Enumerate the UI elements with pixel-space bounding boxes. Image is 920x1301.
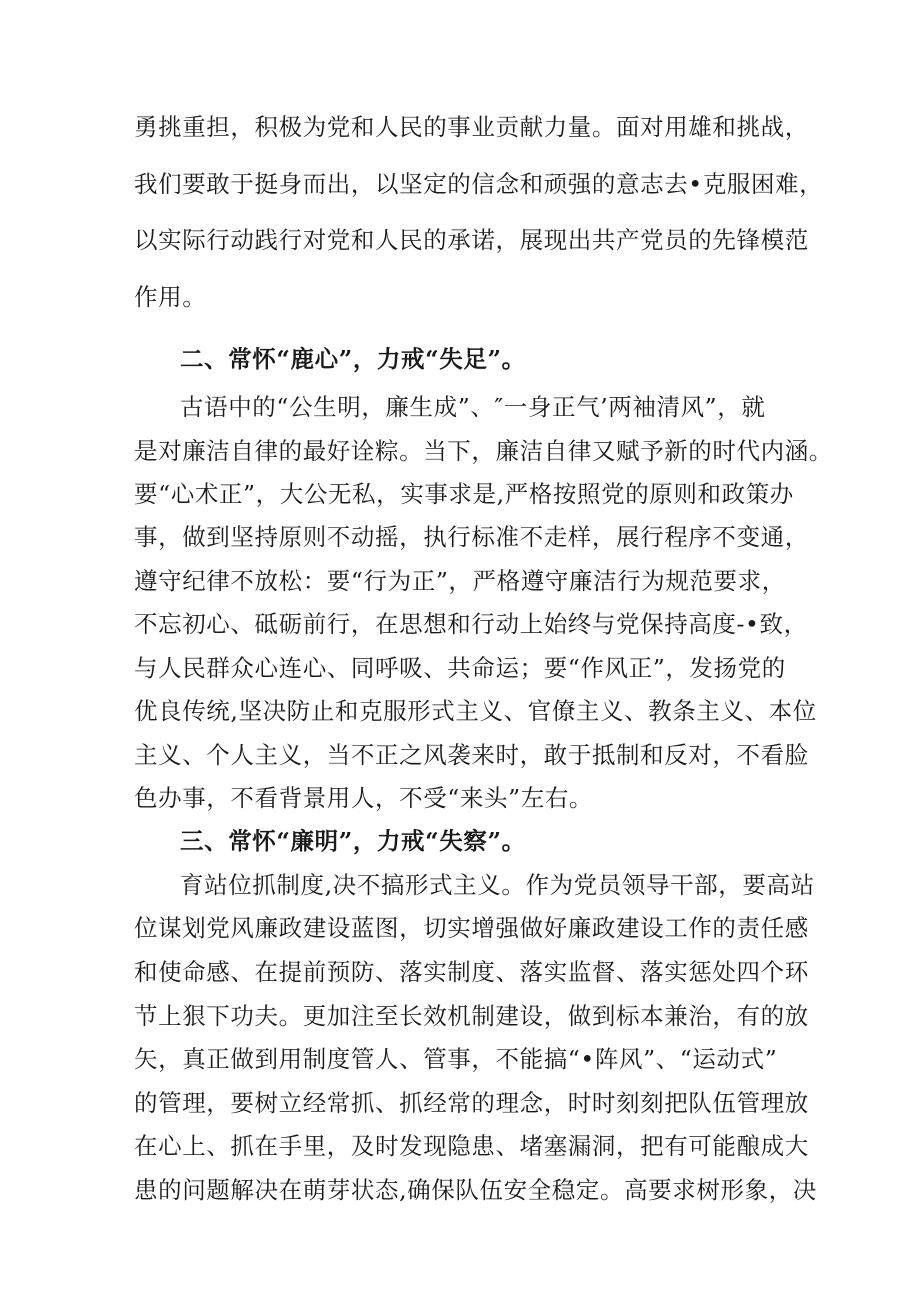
section-2-line-2: 是对廉洁自律的最好诠粽。当下，廉洁自律又赋予新的时代内涵。 <box>134 437 833 465</box>
section-3-line-3: 和使命感、在提前预防、落实制度、落实监督、落实惩处四个环 <box>134 958 809 986</box>
section-2-line-6: 不忘初心、砥砺前行，在思想和行动上始终与党保持高度-•致， <box>134 610 808 638</box>
section-3-line-8: 患的问题解决在萌芽状态,确保队伍安全稳定。高要求树形象，决 <box>134 1176 817 1204</box>
section-2-line-1: 古语中的“公生明，廉生成”、″一身正气’两袖清风”，就 <box>180 393 766 421</box>
section-2-line-7: 与人民群众心连心、同呼吸、共命运；要“作风正”，发扬党的 <box>134 654 786 682</box>
section-3-line-4: 节上狠下功夫。更加注至长效机制建设，做到标本兼治，有的放 <box>134 1002 809 1030</box>
section-2-line-3: 要“心术正”，大公无私，实事求是,严格按照党的原则和政策办 <box>134 480 794 508</box>
intro-line-4: 作用。 <box>134 283 207 311</box>
section-3-line-7: 在心上、抓在手里，及时发现隐患、堵塞漏洞，把有可能酿成大 <box>134 1132 809 1160</box>
section-2-line-8: 优良传统,坚决防止和克服形式主义、官僚主义、教条主义、本位 <box>134 697 817 725</box>
section-2-line-4: 事，做到坚持原则不动摇，执行标准不走样，展行程序不变通， <box>134 523 809 551</box>
intro-line-2: 我们要敢于挺身而出，以坚定的信念和顽强的意志去•克服困难， <box>134 170 824 198</box>
section-2-line-5: 遵守纪律不放松：要“行为正”，严格遵守廉洁行为规范要求， <box>134 567 786 595</box>
section-3-line-2: 位谋划党风廉政建设蓝图，切实增强做好廉政建设工作的责任感 <box>134 914 809 942</box>
intro-line-3: 以实际行动践行对党和人民的承诺，展现出共产党员的先锋模范 <box>134 226 809 254</box>
section-3-line-6: 的管理，要树立经常抓、抓经常的理念，时时刻刻把队伍管理放 <box>134 1089 809 1117</box>
section-3-heading: 三、常怀“廉明”，力戒“失察”。 <box>180 827 526 855</box>
section-2-line-9: 主义、个人主义，当不正之风袭来时，敢于抵制和反对，不看脸 <box>134 741 809 769</box>
section-3-line-1: 育站位抓制度,决不搞形式主义。作为党员领导干部，要高站 <box>180 871 815 899</box>
section-2-heading: 二、常怀“鹿心”，力戒“失足”。 <box>180 345 526 373</box>
section-2-line-10: 色办事，不看背景用人，不受“来头”左右。 <box>134 784 594 812</box>
intro-line-1: 勇挑重担，积极为党和人民的事业贡献力量。面对用雄和挑战， <box>134 113 809 141</box>
section-3-line-5: 矢，真正做到用制度管人、管事，不能搞“•阵风”、“运动式” <box>134 1045 778 1073</box>
